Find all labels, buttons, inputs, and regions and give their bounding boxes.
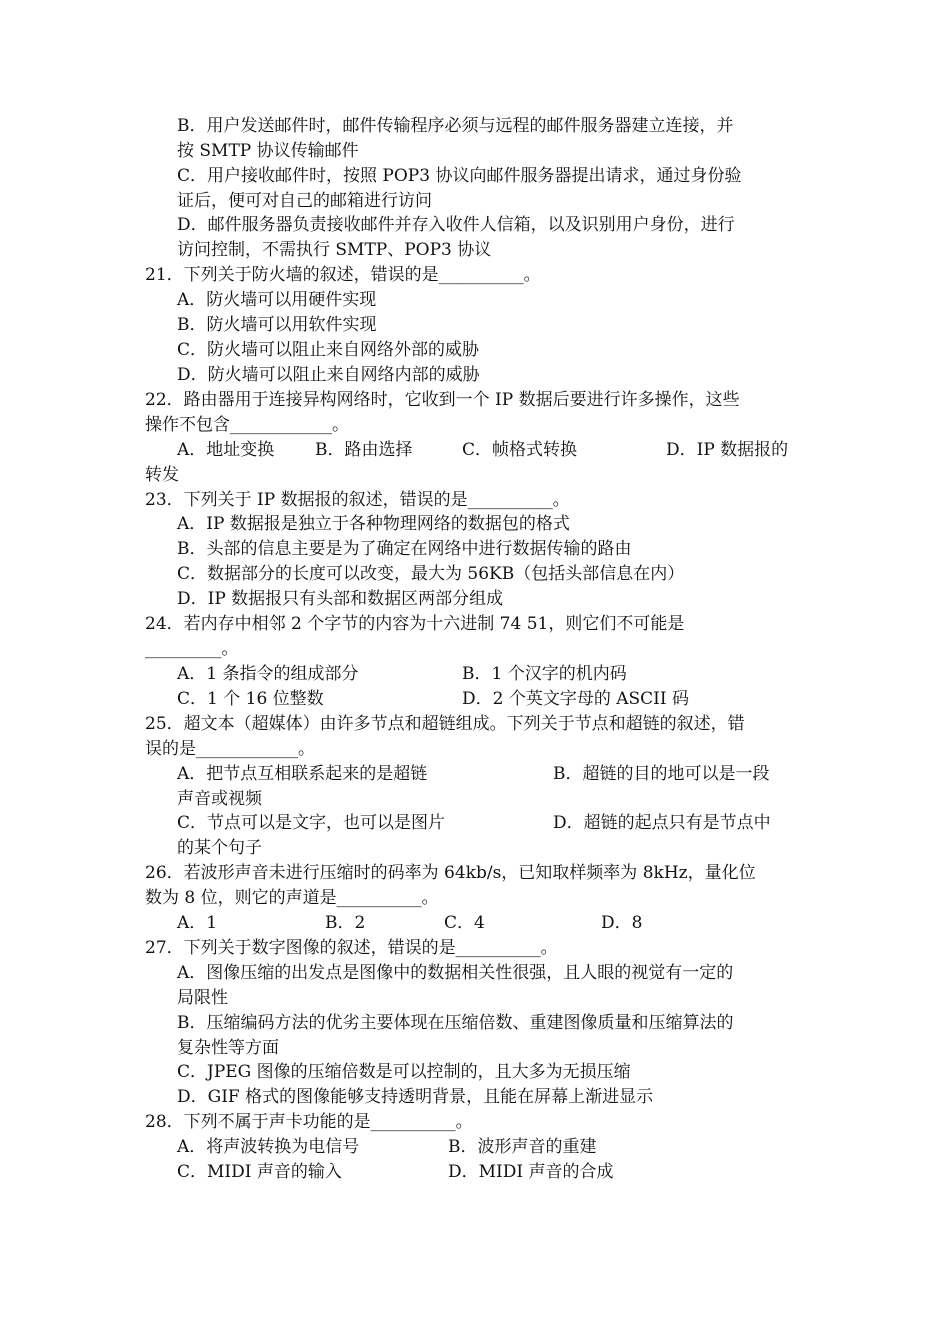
q24-stem-line1: 24．若内存中相邻 2 个字节的内容为十六进制 74 51，则它们不可能是 (145, 614, 685, 634)
q22-option-c: C．帧格式转换 (462, 440, 578, 460)
q23-option-a: A．IP 数据报是独立于各种物理网络的数据包的格式 (177, 514, 570, 534)
q21-option-c: C．防火墙可以阻止来自网络外部的威胁 (177, 340, 480, 360)
q27-option-b-line1: B．压缩编码方法的优劣主要体现在压缩倍数、重建图像质量和压缩算法的 (177, 1013, 734, 1033)
q21-option-b: B．防火墙可以用软件实现 (177, 315, 377, 335)
q25-option-b-wrap: 声音或视频 (177, 789, 262, 809)
q22-option-d-wrap: 转发 (145, 465, 179, 485)
q26-option-a: A．1 (177, 913, 218, 933)
q25-stem-line2: 误的是____________。 (145, 739, 315, 759)
q22-stem-line2: 操作不包含____________。 (145, 415, 349, 435)
q25-stem-line1: 25．超文本（超媒体）由许多节点和超链组成。下列关于节点和超链的叙述，错 (145, 714, 745, 734)
q22-option-d: D．IP 数据报的 (666, 440, 789, 460)
q26-stem-line1: 26．若波形声音未进行压缩时的码率为 64kb/s，已知取样频率为 8kHz，量化位 (145, 863, 756, 883)
q23-option-d: D．IP 数据报只有头部和数据区两部分组成 (177, 589, 504, 609)
q28-option-c: C．MIDI 声音的输入 (177, 1162, 342, 1182)
q28-option-b: B．波形声音的重建 (448, 1137, 597, 1157)
q21-option-a: A．防火墙可以用硬件实现 (177, 290, 377, 310)
q25-option-b: B．超链的目的地可以是一段 (553, 764, 770, 784)
q20-option-c-line2: 证后，便可对自己的邮箱进行访问 (177, 191, 432, 211)
q22-stem-line1: 22．路由器用于连接异构网络时，它收到一个 IP 数据后要进行许多操作，这些 (145, 390, 740, 410)
q27-option-c: C．JPEG 图像的压缩倍数是可以控制的，且大多为无损压缩 (177, 1062, 631, 1082)
q24-option-d: D．2 个英文字母的 ASCII 码 (462, 689, 690, 709)
q22-option-b: B．路由选择 (315, 440, 413, 460)
q25-option-c: C．节点可以是文字，也可以是图片 (177, 813, 446, 833)
q27-option-d: D．GIF 格式的图像能够支持透明背景，且能在屏幕上渐进显示 (177, 1087, 654, 1107)
q27-option-b-line2: 复杂性等方面 (177, 1038, 279, 1058)
q20-option-b-line2: 按 SMTP 协议传输邮件 (177, 141, 359, 161)
q25-option-d-wrap: 的某个句子 (177, 838, 262, 858)
q27-stem: 27．下列关于数字图像的叙述，错误的是__________。 (145, 938, 558, 958)
q25-option-d: D．超链的起点只有是节点中 (553, 813, 771, 833)
q20-option-b-line1: B．用户发送邮件时，邮件传输程序必须与远程的邮件服务器建立连接，并 (177, 116, 734, 136)
q20-option-d-line2: 访问控制，不需执行 SMTP、POP3 协议 (177, 240, 492, 260)
q24-option-b: B．1 个汉字的机内码 (462, 664, 627, 684)
q23-stem: 23．下列关于 IP 数据报的叙述，错误的是__________。 (145, 490, 570, 510)
q21-option-d: D．防火墙可以阻止来自网络内部的威胁 (177, 365, 480, 385)
q26-stem-line2: 数为 8 位，则它的声道是__________。 (145, 888, 439, 908)
q23-option-c: C．数据部分的长度可以改变，最大为 56KB（包括头部信息在内） (177, 564, 685, 584)
q21-stem: 21．下列关于防火墙的叙述，错误的是__________。 (145, 265, 541, 285)
q28-stem: 28．下列不属于声卡功能的是__________。 (145, 1112, 473, 1132)
q25-option-a: A．把节点互相联系起来的是超链 (177, 764, 428, 784)
q27-option-a-line1: A．图像压缩的出发点是图像中的数据相关性很强，且人眼的视觉有一定的 (177, 963, 734, 983)
q28-option-a: A．将声波转换为电信号 (177, 1137, 360, 1157)
q22-option-a: A．地址变换 (177, 440, 275, 460)
q24-stem-line2: _________。 (145, 639, 239, 659)
q26-option-c: C．4 (444, 913, 485, 933)
q20-option-d-line1: D．邮件服务器负责接收邮件并存入收件人信箱，以及识别用户身份，进行 (177, 215, 735, 235)
q27-option-a-line2: 局限性 (177, 988, 228, 1008)
q20-option-c-line1: C．用户接收邮件时，按照 POP3 协议向邮件服务器提出请求，通过身份验 (177, 166, 742, 186)
q28-option-d: D．MIDI 声音的合成 (448, 1162, 614, 1182)
q24-option-c: C．1 个 16 位整数 (177, 689, 324, 709)
q23-option-b: B．头部的信息主要是为了确定在网络中进行数据传输的路由 (177, 539, 632, 559)
q24-option-a: A．1 条指令的组成部分 (177, 664, 359, 684)
q26-option-b: B．2 (325, 913, 366, 933)
q26-option-d: D．8 (601, 913, 643, 933)
